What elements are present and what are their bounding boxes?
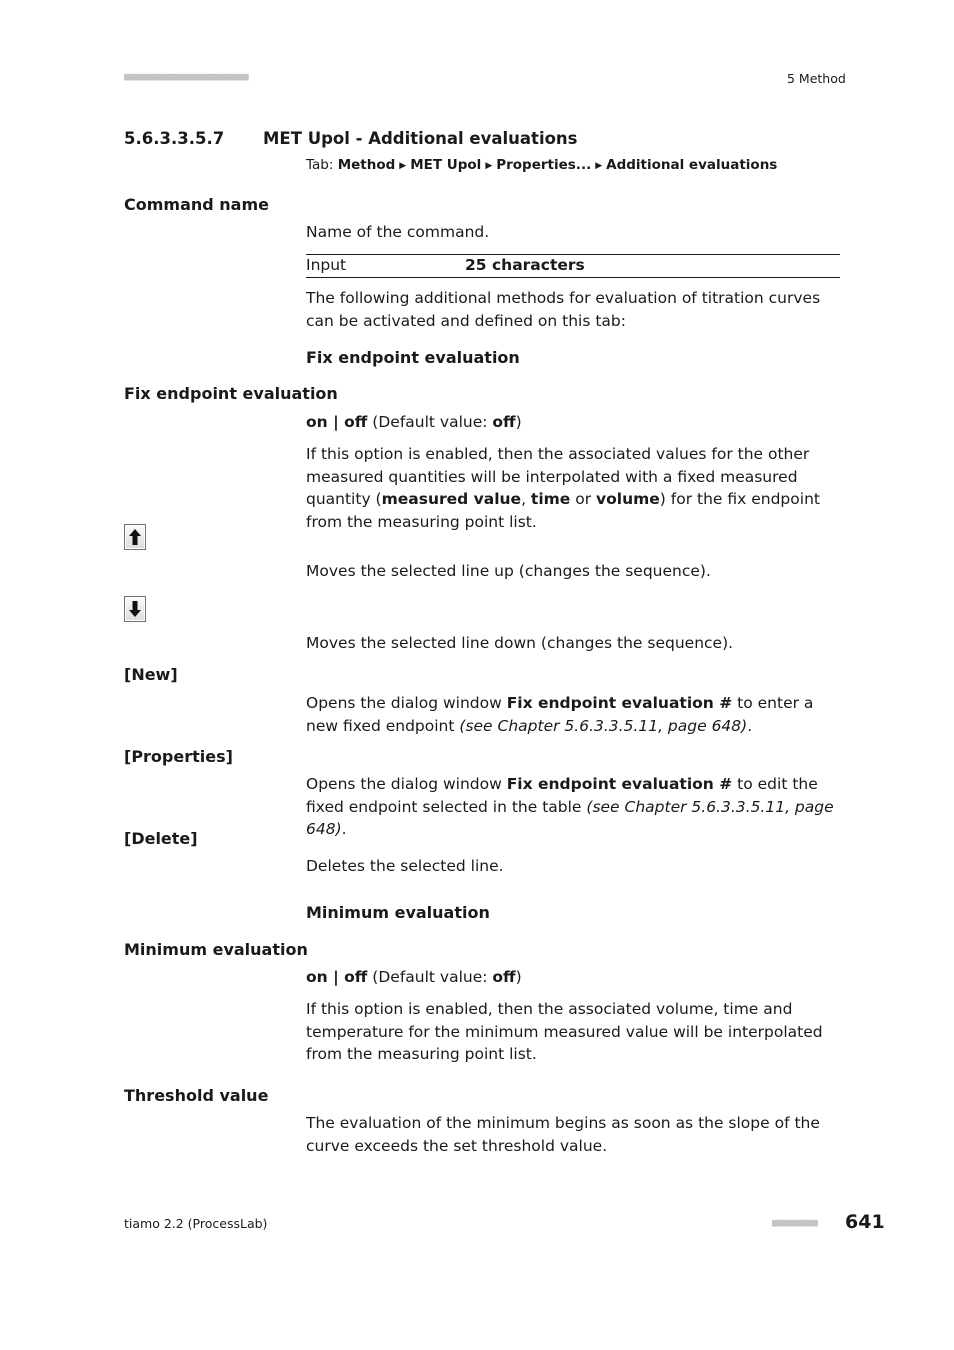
section-number: 5.6.3.3.5.7 (124, 129, 225, 148)
move-up-description: Moves the selected line up (changes the sequence). (306, 562, 711, 580)
header-chapter: 5 Method (787, 71, 846, 86)
input-label: Input (306, 256, 347, 274)
threshold-description: The evaluation of the minimum begins as soon as the slope of the curve exceeds the set threshold value. (306, 1114, 820, 1155)
breadcrumb-prefix: Tab: (306, 157, 334, 173)
subheading-fix-endpoint: Fix endpoint evaluation (306, 348, 520, 367)
term-command-name: Command name (124, 195, 269, 214)
term-properties: [Properties] (124, 747, 233, 766)
minimum-description: If this option is enabled, then the associated volume, time and temperature for the minimum measured value will be interpolated from the measuring point list. (306, 1000, 823, 1064)
subheading-minimum: Minimum evaluation (306, 903, 490, 922)
triangle-right-icon: ▶ (485, 161, 493, 171)
breadcrumb (306, 157, 777, 173)
footer-product: tiamo 2.2 (ProcessLab) (124, 1216, 268, 1231)
footer-decoration: ■■■■■■■■ (772, 1216, 817, 1229)
arrow-up-icon (128, 528, 142, 546)
breadcrumb-item-properties: Properties... (496, 157, 592, 173)
fix-endpoint-options: on | off (Default value: off) (306, 413, 522, 431)
move-down-button[interactable] (124, 596, 146, 622)
triangle-right-icon: ▶ (399, 161, 407, 171)
table-rule-bottom (306, 277, 840, 278)
term-threshold-value: Threshold value (124, 1086, 269, 1105)
page-number: 641 (845, 1211, 885, 1233)
section-title: MET Upol - Additional evaluations (263, 129, 578, 148)
delete-description: Deletes the selected line. (306, 857, 504, 875)
input-value: 25 characters (465, 256, 585, 274)
breadcrumb-item-additional-evaluations: Additional evaluations (606, 157, 778, 173)
triangle-right-icon: ▶ (595, 161, 603, 171)
move-down-description: Moves the selected line down (changes the sequence). (306, 634, 734, 652)
new-chapter-reference[interactable]: (see Chapter 5.6.3.3.5.11, page 648) (459, 716, 748, 735)
new-description: Opens the dialog window Fix endpoint evaluation # to enter a new fixed endpoint (see Chapter 5.6.3.3.5.11, page 648). (306, 694, 814, 735)
properties-chapter-reference[interactable]: (see Chapter 5.6.3.3.5.11, page 648) (306, 797, 834, 839)
minimum-options: on | off (Default value: off) (306, 968, 522, 986)
fix-endpoint-description: If this option is enabled, then the associated values for the other measured quantities will be interpolated with a fixed measured quantity (measured value, time or volume) for the fix endpoint from the measuring point list. (306, 445, 820, 531)
command-name-description: Name of the command. (306, 223, 490, 241)
term-new: [New] (124, 665, 178, 684)
intro-text: The following additional methods for evaluation of titration curves can be activated and defined on this tab: (306, 289, 821, 330)
header-decoration: ■■■■■■■■■■■■■■■■■■■■■■ (124, 70, 248, 83)
term-delete: [Delete] (124, 829, 198, 848)
properties-description: Opens the dialog window Fix endpoint evaluation # to edit the fixed endpoint selected in the table (see Chapter 5.6.3.3.5.11, page 648). (306, 775, 834, 839)
breadcrumb-item-method: Method (337, 157, 396, 173)
arrow-down-icon (128, 600, 142, 618)
breadcrumb-item-met-upol: MET Upol (410, 157, 482, 173)
move-up-button[interactable] (124, 524, 146, 550)
term-fix-endpoint-evaluation: Fix endpoint evaluation (124, 384, 338, 403)
term-minimum-evaluation: Minimum evaluation (124, 940, 308, 959)
